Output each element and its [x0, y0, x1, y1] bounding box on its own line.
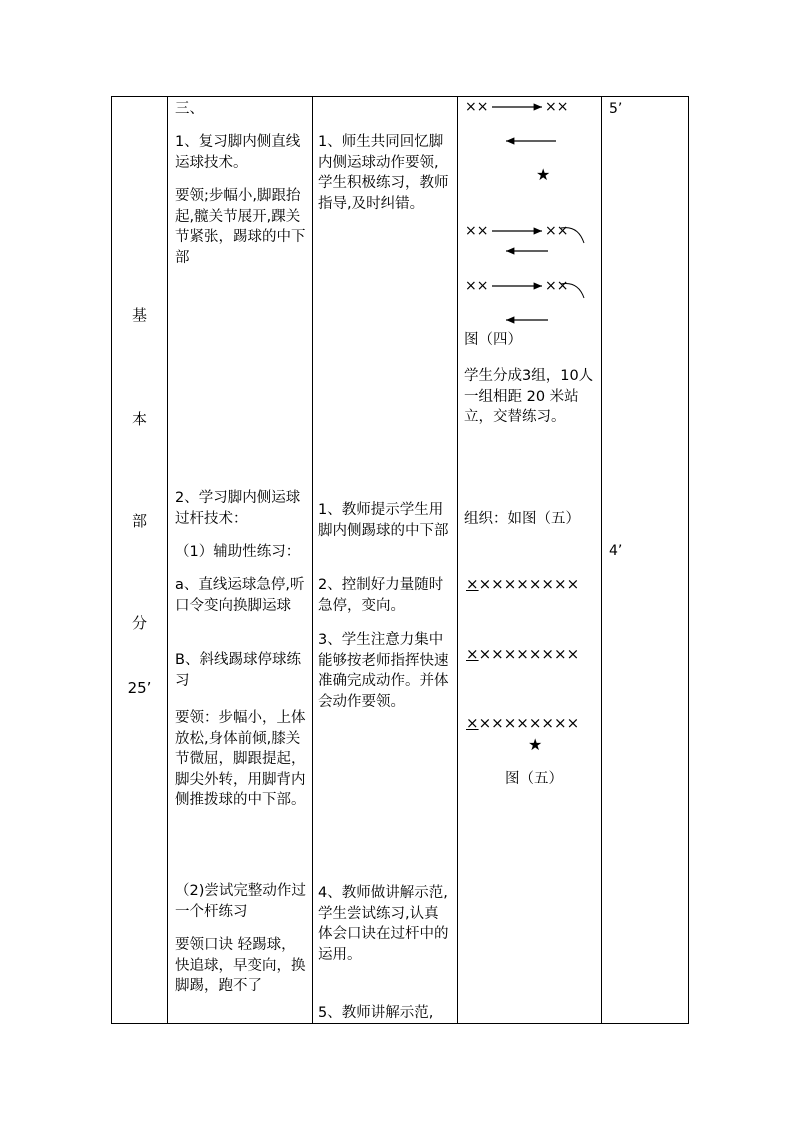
item2-b: B、斜线踢球停球练习	[175, 652, 301, 689]
item2-sub2: （2)尝试完整动作过一个杆练习	[175, 883, 306, 920]
figure4-description: 学生分成3组，10人一组相距 20 米站立，交替练习。	[464, 368, 594, 425]
content-column	[168, 97, 313, 1024]
fig5-row2-last: ×	[566, 645, 580, 663]
fig4-row1-left: ××	[465, 99, 489, 115]
item2-sub1: （1）辅助性练习：	[175, 544, 301, 560]
method-1: 1、师生共同回忆脚内侧运球动作要领,学生积极练习，教师指导,及时纠错。	[318, 134, 449, 212]
part-char-1: 基	[131, 306, 147, 324]
methods-column	[313, 97, 458, 1024]
method-2-4: 4、教师做讲解示范,学生尝试练习,认真体会口诀在过杆中的运用。	[318, 885, 449, 963]
fig5-row3-last: ×	[566, 714, 580, 732]
item2-title: 2、学习脚内侧运球过杆技术：	[175, 490, 301, 527]
fig5-row-1	[466, 575, 579, 593]
fig4-row2-right: ××	[545, 223, 569, 239]
fig4-row3-right: ××	[545, 278, 569, 294]
curve-3	[561, 284, 584, 298]
figure5-caption: 图（五）	[505, 771, 563, 787]
fig5-row1-first: ×	[466, 575, 479, 593]
method-2-3: 3、学生注意力集中能够按老师指挥快速准确完成动作。并体会动作要领。	[318, 632, 449, 710]
curve-2	[561, 228, 584, 243]
fig5-row-2	[466, 645, 579, 663]
part-duration: 25’	[127, 679, 152, 697]
part-char-3: 部	[131, 512, 147, 530]
part-column	[112, 97, 168, 1024]
teacher-star-fig4: ★	[536, 165, 551, 184]
fig5-row3-mid: ×××××××	[478, 714, 567, 732]
method-2-5: 5、教师讲解示范,	[318, 1005, 434, 1021]
method-2-2: 2、控制好力量随时急停，变向。	[318, 577, 444, 614]
fig5-row2-first: ×	[466, 645, 479, 663]
part-char-2: 本	[131, 410, 147, 428]
fig4-row1-right: ××	[545, 99, 569, 115]
item2-sub2-points: 要领口诀 轻踢球，快追球，早变向，换脚踢，跑不了	[175, 937, 306, 994]
fig4-row3-left: ××	[465, 278, 489, 294]
section-number: 三、	[175, 101, 204, 117]
organization-column	[458, 97, 602, 1024]
method-2-1: 1、教师提示学生用脚内侧踢球的中下部	[318, 502, 449, 539]
teacher-star-fig5: ★	[528, 735, 543, 754]
part-char-4: 分	[131, 614, 147, 632]
time-2: 4’	[609, 543, 623, 559]
fig4-row2-left: ××	[465, 223, 489, 239]
item2-points: 要领：步幅小，上体放松,身体前倾,膝关节微屈，脚跟提起，脚尖外转，用脚背内侧推拨球的中下部。	[175, 710, 306, 808]
figure4-arrows	[458, 97, 601, 337]
item1-title: 1、复习脚内侧直线运球技术。	[175, 134, 301, 171]
item2-a: a、直线运球急停,听口令变向换脚运球	[175, 577, 305, 614]
item1-points: 要领;步幅小,脚跟抬起,髋关节展开,踝关节紧张，踢球的中下部	[175, 188, 306, 266]
fig5-row2-mid: ×××××××	[478, 645, 567, 663]
fig5-row1-mid: ×××××××	[478, 575, 567, 593]
lesson-plan-table	[111, 96, 689, 1024]
fig5-row1-last: ×	[566, 575, 580, 593]
figure5-intro: 组织：如图（五）	[464, 511, 580, 527]
figure4-caption: 图（四）	[464, 332, 522, 348]
time-1: 5’	[609, 101, 623, 117]
fig5-row3-first: ×	[466, 714, 479, 732]
time-column	[602, 97, 689, 1024]
fig5-row-3	[466, 714, 579, 732]
